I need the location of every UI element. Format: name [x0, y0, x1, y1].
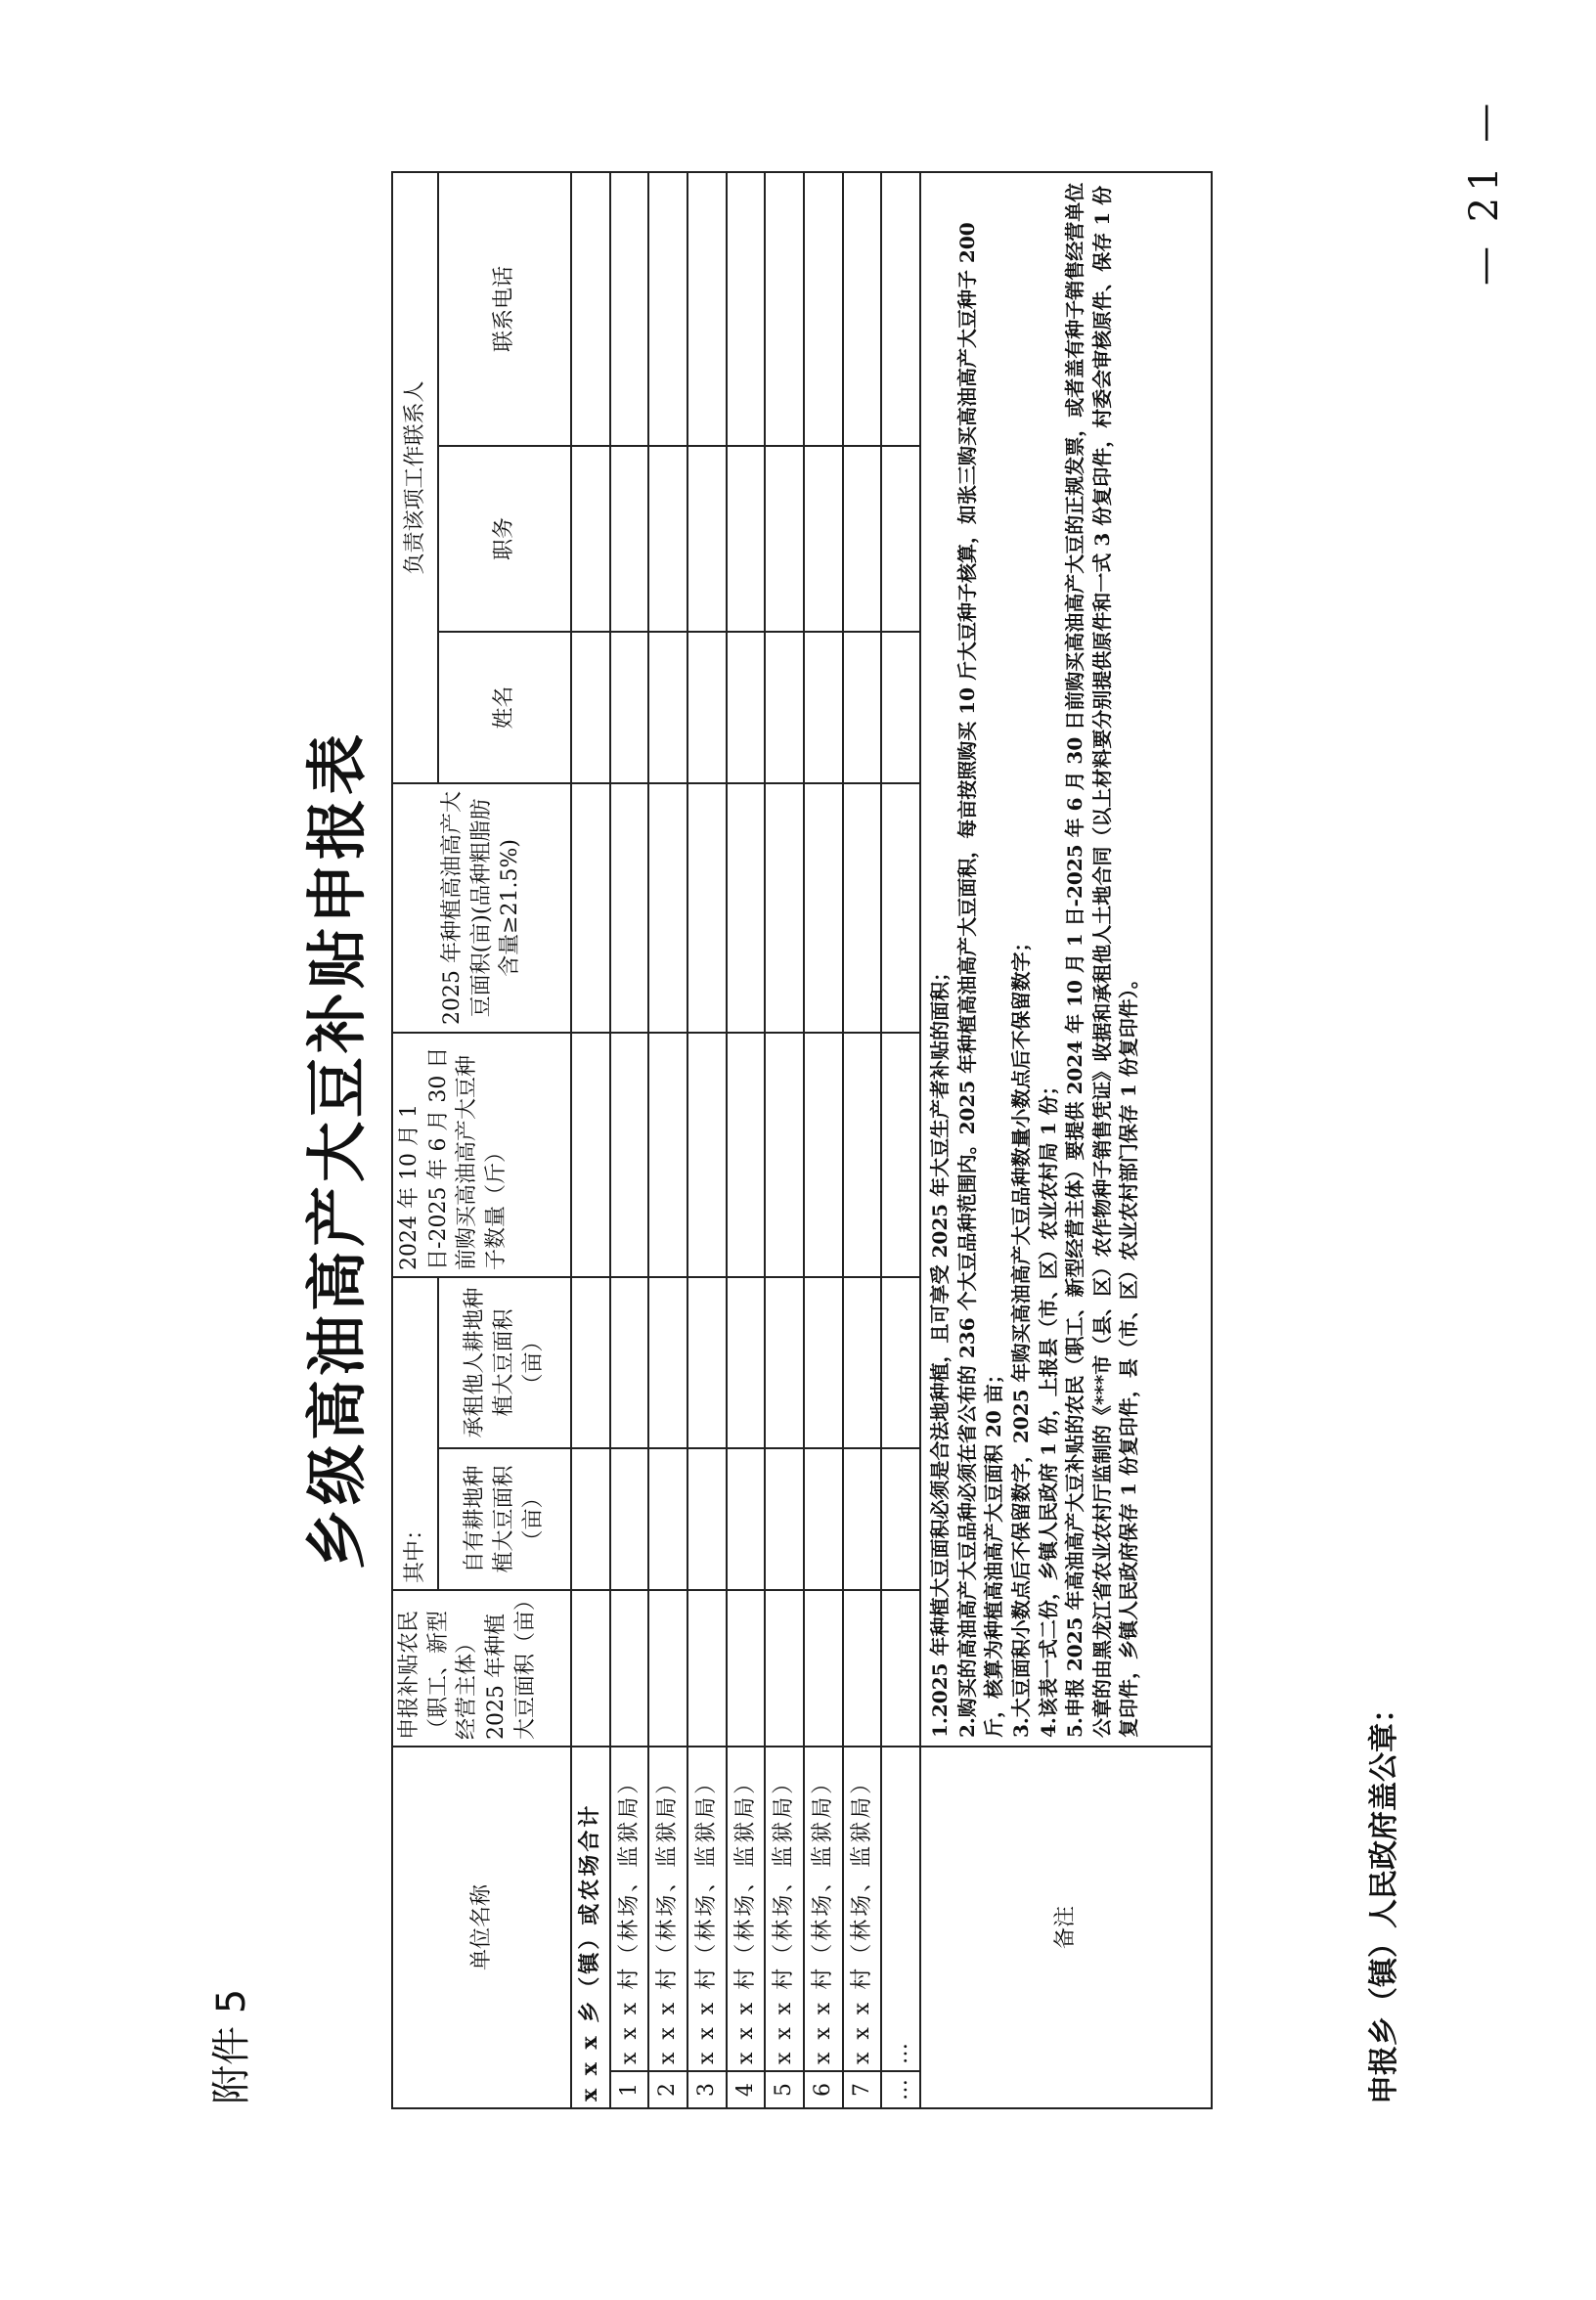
row-number: 4 [727, 2071, 766, 2108]
row-number: 6 [804, 2071, 843, 2108]
table-row [610, 172, 649, 2108]
header-high-oil-area: 2025 年种植高油高产大豆面积(亩)(品种粗脂肪含量≥21.5%) [392, 783, 571, 1033]
row-number: 5 [765, 2071, 804, 2108]
header-declared-area: 申报补贴农民（职工、新型经营主体）2025 年种植大豆面积（亩） [392, 1590, 571, 1747]
header-contact-position: 职务 [438, 446, 571, 632]
page-number: — 21 — [1462, 97, 1507, 286]
table-row [765, 172, 804, 2108]
note-4: 4.该表一式二份，乡镇人民政府 1 份，上报县（市、区）农业农村局 1 份； [1036, 1076, 1060, 1738]
row-unit-name: x x x 村（林场、监狱局） [648, 1747, 687, 2071]
table-row [648, 172, 687, 2108]
table-row [687, 172, 727, 2108]
row-unit-name: x x x 村（林场、监狱局） [804, 1747, 843, 2071]
seal-label: 申报乡（镇）人民政府盖公章： [1367, 1694, 1401, 2104]
note-1: 1.2025 年种植大豆面积必须是合法地种植，且可享受 2025 年大豆生产者补贴的面积； [928, 961, 953, 1738]
row-unit-name: x x x 村（林场、监狱局） [727, 1747, 766, 2071]
table-row [843, 172, 882, 2108]
summary-row [571, 172, 610, 2108]
row-number: 1 [610, 2071, 649, 2108]
notes-row [920, 172, 1212, 2108]
subsidy-form-table [391, 171, 1213, 2109]
note-5: 5.申报 2025 年高油高产大豆补贴的农民（职工、新型经营主体）要提供 2024 年 10 月 1 日-2025 年 6 月 30 日前购买高油高产大豆的正规发票，或者盖有种子销售经营单位公章的由黑龙江省农业农村厅监制的《***市（县、区）农作物种子销售凭证》收据和承租他人土地合同（以上材料要分别提供原件和一式 3 份复印件，村委会审核原件、保存 1 份复印件，乡镇人民政府保存 1 份复印件，县（市、区）农业农村部门保存 1 份复印件）。 [1063, 182, 1141, 1738]
header-contact-group: 负责该项工作联系人 [392, 172, 438, 783]
row-unit-name: x x x 村（林场、监狱局） [765, 1747, 804, 2071]
row-number: … [881, 2071, 920, 2108]
row-unit-name: x x x 村（林场、监狱局） [610, 1747, 649, 2071]
header-rented-land: 承租他人耕地种植大豆面积（亩） [438, 1277, 571, 1448]
row-number: 3 [687, 2071, 727, 2108]
row-unit-name: x x x 村（林场、监狱局） [843, 1747, 882, 2071]
notes-label: 备注 [920, 1747, 1212, 2108]
notes-content [920, 172, 1212, 1747]
note-2: 2.购买的高油高产大豆品种必须在省公布的 236 个大豆品种范围内。2025 年种植高油高产大豆面积，每亩按照购买 10 斤大豆种子核算，如张三购买高油高产大豆种子 200 斤，核算为种植高油高产大豆面积 20 亩； [954, 222, 1006, 1738]
note-3: 3.大豆面积小数点后不保留数字，2025 年购买高油高产大豆品种数量小数点后不保留数字； [1008, 932, 1033, 1738]
attachment-label: 附件 5 [209, 1988, 254, 2104]
summary-label: x x x 乡（镇）或农场合计 [571, 1747, 610, 2108]
table-row [727, 172, 766, 2108]
row-unit-name: … [881, 1747, 920, 2071]
table-row [804, 172, 843, 2108]
row-number: 7 [843, 2071, 882, 2108]
row-number: 2 [648, 2071, 687, 2108]
header-unit-name: 单位名称 [392, 1747, 571, 2108]
row-unit-name: x x x 村（林场、监狱局） [687, 1747, 727, 2071]
header-own-land: 自有耕地种植大豆面积（亩） [438, 1448, 571, 1590]
header-contact-name: 姓名 [438, 632, 571, 783]
header-seed-quantity: 2024 年 10 月 1 日-2025 年 6 月 30 日前购买高油高产大豆种子数量（斤） [392, 1033, 571, 1277]
table-row [881, 172, 920, 2108]
page-title: 乡级高油高产大豆补贴申报表 [301, 730, 373, 1570]
header-of-which: 其中： [392, 1277, 438, 1590]
header-contact-phone: 联系电话 [438, 172, 571, 446]
